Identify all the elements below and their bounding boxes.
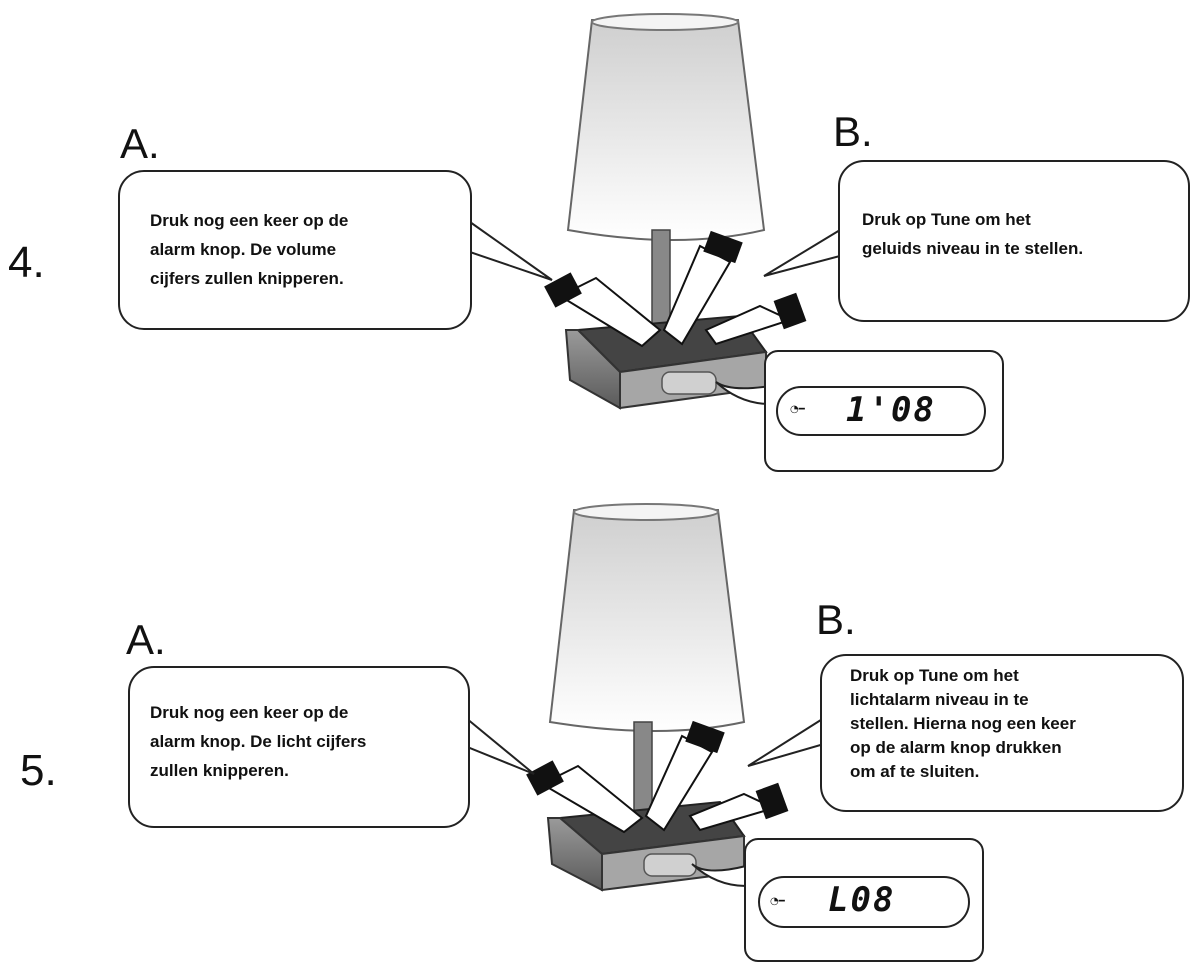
bubble-a-text: Druk nog een keer op de alarm knop. De licht cijfers zullen knipperen.: [150, 703, 367, 780]
label-a: A.: [120, 120, 160, 167]
label-a: A.: [126, 616, 166, 663]
lcd-value: L08: [828, 880, 896, 920]
label-b: B.: [816, 596, 856, 643]
lcd-value: 1'08: [846, 390, 936, 430]
bubble-a-text: Druk nog een keer op de alarm knop. De volume cijfers zullen knipperen.: [150, 211, 349, 288]
label-b: B.: [833, 108, 873, 155]
step-number: 5.: [20, 746, 57, 795]
bubble-b-text: Druk op Tune om het lichtalarm niveau in te stellen. Hierna nog een keer op de alarm knop drukken om af te sluiten.: [850, 666, 1076, 781]
bubble-b-text: Druk op Tune om het geluids niveau in te stellen.: [862, 210, 1084, 258]
alarm-icon: ◔━: [770, 896, 785, 907]
step-number: 4.: [8, 238, 45, 287]
step-5: [0, 488, 1201, 976]
alarm-icon: ◔━: [790, 404, 805, 415]
